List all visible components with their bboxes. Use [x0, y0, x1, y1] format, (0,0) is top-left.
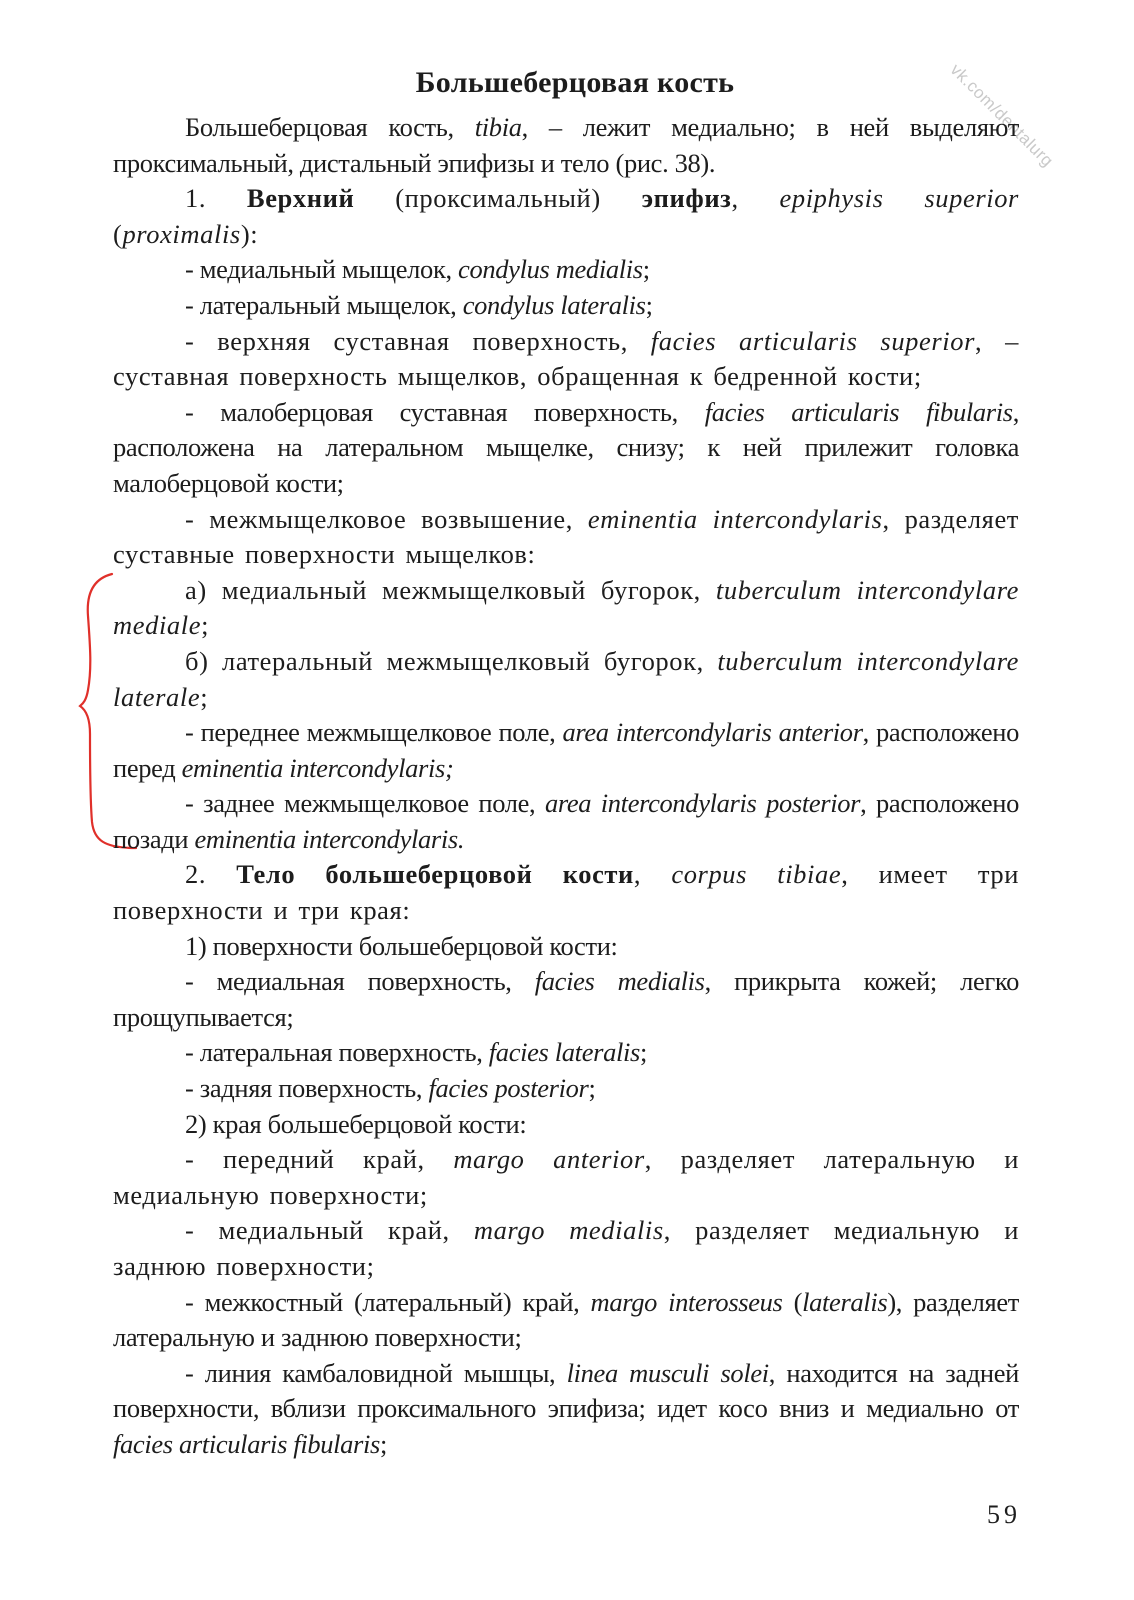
list-item-fibular-articular-surface: - малоберцовая суставная поверхность, facies articularis fibularis, расположена на латеральном мыщелке, снизу; к ней прилежит головка малоберцовой кости;: [113, 396, 1019, 498]
list-item-medial-border: - медиальный край, margo medialis, разделяет медиальную и заднюю поверхности;: [113, 1215, 1019, 1281]
list-item-lateral-tubercle: б) латеральный межмыщелковый бугорок, tuberculum intercondylare laterale;: [113, 645, 1019, 712]
list-item-anterior-border: - передний край, margo anterior, разделяет латеральную и медиальную поверхности;: [113, 1144, 1019, 1210]
list-item-medial-surface: - медиальная поверхность, facies medialis, прикрыта кожей; легко прощупывается;: [113, 966, 1019, 1032]
page-title: Большеберцовая кость: [415, 66, 735, 99]
list-item-medial-tubercle: а) медиальный межмыщелковый бугорок, tuberculum intercondylare mediale;: [113, 574, 1020, 641]
page-content: [113, 58, 1019, 1463]
list-item-posterior-surface: - задняя поверхность, facies posterior;: [185, 1073, 596, 1104]
sublist-heading-borders: 2) края большеберцовой кости:: [185, 1108, 527, 1139]
paragraph-intro: Большеберцовая кость, tibia, – лежит медиально; в ней выделяют проксимальный, дистальный эпифизы и тело (рис. 38).: [113, 112, 1019, 178]
paragraph-proximal-epiphysis: 1. Верхний (проксимальный) эпифиз, epiphysis superior (proximalis):: [113, 183, 1019, 249]
list-item-anterior-intercondylar-area: - переднее межмыщелковое поле, area intercondylaris anterior, расположено перед eminentia intercondylaris;: [113, 717, 1020, 783]
list-item-intercondylar-eminence: - межмыщелковое возвышение, eminentia intercondylaris, разделяет суставные поверхности мыщелков:: [113, 503, 1019, 570]
paragraph-tibia-body: 2. Тело большеберцовой кости, corpus tibiae, имеет три поверхности и три края:: [113, 859, 1019, 926]
list-item-lateral-surface: - латеральная поверхность, facies lateralis;: [185, 1037, 647, 1068]
list-item-medial-condyle: - медиальный мыщелок, condylus medialis;: [185, 254, 650, 285]
watermark: vk.com/dentalurg: [946, 60, 1058, 171]
list-item-soleal-line: - линия камбаловидной мышцы, linea musculi solei, находится на задней поверхности, вблизи проксимального эпифиза; идет косо вниз и медиально от facies articularis fibularis;: [113, 1357, 1020, 1459]
sublist-heading-surfaces: 1) поверхности большеберцовой кости:: [185, 930, 618, 961]
list-item-interosseous-border: - межкостный (латеральный) край, margo interosseus (lateralis), разделяет латеральную и заднюю поверхности;: [113, 1286, 1020, 1353]
list-item-superior-articular-surface: - верхняя суставная поверхность, facies articularis superior, – суставная поверхность мыщелков, обращенная к бедренной кости;: [113, 325, 1019, 392]
page-number: 59: [987, 1500, 1021, 1529]
list-item-lateral-condyle: - латеральный мыщелок, condylus lateralis;: [185, 289, 653, 320]
list-item-posterior-intercondylar-area: - заднее межмыщелковое поле, area intercondylaris posterior, расположено позади eminentia intercondylaris.: [113, 788, 1019, 854]
